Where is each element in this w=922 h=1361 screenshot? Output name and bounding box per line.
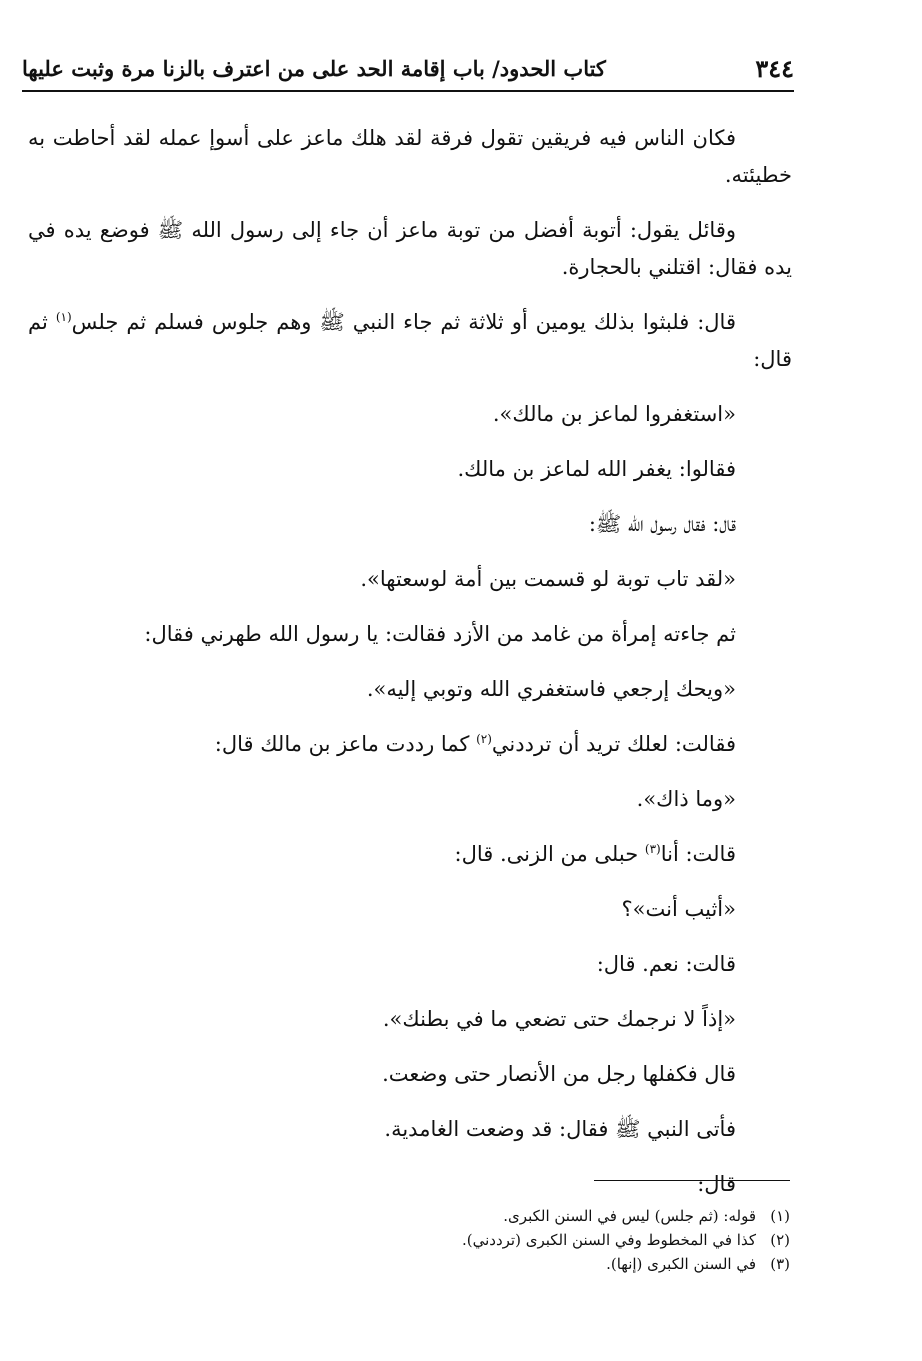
- footnote-mark: (٣): [770, 1255, 790, 1273]
- quote-line: «لقد تاب توبة لو قسمت بين أمة لوسعتها».: [360, 567, 736, 591]
- line-text: فقالت: لعلك تريد أن ترددني: [491, 732, 736, 756]
- text-line: فقالوا: يغفر الله لماعز بن مالك.: [457, 457, 736, 481]
- quote-line: «ويحك إرجعي فاستغفري الله وتوبي إليه».: [366, 677, 736, 701]
- text-line: [28, 836, 792, 873]
- quote-line: «إذاً لا نرجمك حتى تضعي ما في بطنك».: [382, 1007, 736, 1031]
- running-title: كتاب الحدود/ باب إقامة الحد على من اعترف بالزنا مرة وثبت عليها: [22, 56, 606, 81]
- paragraph: [28, 304, 792, 378]
- footnote: [100, 1252, 790, 1276]
- footnote-text: في السنن الكبرى (إنها).: [606, 1255, 756, 1273]
- footnote-mark: (١): [770, 1207, 790, 1225]
- text-line: قال:: [697, 1172, 736, 1196]
- line-text: حبلى من الزنى. قال:: [454, 842, 645, 866]
- page-header: [22, 50, 794, 92]
- line-text: كما رددت ماعز بن مالك قال:: [214, 732, 477, 756]
- footnote-ref: (١): [55, 310, 72, 324]
- footnotes: [100, 1204, 790, 1276]
- footnote: [100, 1228, 790, 1252]
- text-line: قالت: نعم. قال:: [596, 952, 736, 976]
- page-number: ٣٤٤: [755, 54, 794, 83]
- footnote-mark: (٢): [770, 1231, 790, 1249]
- footnote-ref: (٣): [644, 842, 661, 856]
- paragraph-text: قال: فلبثوا بذلك يومين أو ثلاثة ثم جاء النبي ﷺ وهم جلوس فسلم ثم جلس: [71, 310, 736, 334]
- paragraph: وقائل يقول: أتوبة أفضل من توبة ماعز أن جاء إلى رسول الله ﷺ فوضع يده في يده فقال: اقتلني بالحجارة.: [28, 218, 792, 279]
- paragraph-text: ثم قال:: [28, 310, 792, 371]
- footnote-text: كذا في المخطوط وفي السنن الكبرى (ترددني).: [462, 1231, 756, 1249]
- quote-line: «وما ذاك».: [636, 787, 736, 811]
- line-text: قالت: أنا: [660, 842, 736, 866]
- text-line: ثم جاءته إمرأة من غامد من الأزد فقالت: يا رسول الله طهرني فقال:: [144, 622, 736, 646]
- footnote-text: قوله: (ثم جلس) ليس في السنن الكبرى.: [503, 1207, 756, 1225]
- paragraph: فكان الناس فيه فريقين تقول فرقة لقد هلك ماعز على أسوإ عمله لقد أحاطت به خطيئته.: [28, 126, 792, 187]
- text-line: فأتى النبي ﷺ فقال: قد وضعت الغامدية.: [384, 1117, 736, 1141]
- footnote-divider: [594, 1180, 790, 1181]
- quote-line: «أثيب أنت»؟: [621, 897, 736, 921]
- text-line: [28, 726, 792, 763]
- quote-line: «استغفروا لماعز بن مالك».: [492, 402, 736, 426]
- text-line: قال: فقال رسول الله ﷺ:: [588, 512, 736, 536]
- footnote: [100, 1204, 790, 1228]
- body-text: [28, 120, 792, 1221]
- footnote-ref: (٢): [476, 732, 492, 746]
- text-line: قال فكفلها رجل من الأنصار حتى وضعت.: [382, 1062, 736, 1086]
